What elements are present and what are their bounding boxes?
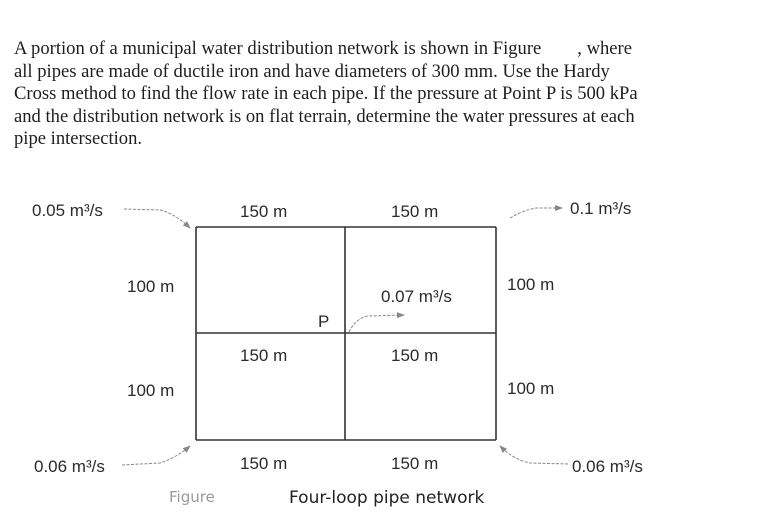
problem-line-4: and the distribution network is on flat terrain, determine the water pressures at each xyxy=(14,105,635,127)
inflow-bottom-left-arrow xyxy=(122,446,190,465)
inflow-top-left-label: 0.05 m³/s xyxy=(32,201,103,220)
length-top-right: 150 m xyxy=(391,202,439,221)
length-bottom-left: 150 m xyxy=(240,454,288,473)
length-bottom-right: 150 m xyxy=(391,454,439,473)
outflow-top-right-label: 0.1 m³/s xyxy=(570,199,632,218)
inflow-bottom-right-label: 0.06 m³/s xyxy=(572,457,643,476)
pipe-grid xyxy=(196,227,496,440)
length-right-upper: 100 m xyxy=(507,275,555,294)
problem-line-1b: , where xyxy=(577,38,633,59)
inflow-bottom-left-label: 0.06 m³/s xyxy=(34,457,105,476)
inflow-bottom-right-arrow xyxy=(500,446,568,464)
flow-at-p-arrow xyxy=(349,315,404,332)
length-left-lower: 100 m xyxy=(127,381,175,400)
inflow-top-left-arrow xyxy=(124,209,190,228)
figure-caption-label: Figure xyxy=(169,488,215,506)
problem-line-3: Cross method to find the flow rate in each pipe. If the pressure at Point P is 500 kPa xyxy=(14,83,638,105)
problem-line-2: all pipes are made of ductile iron and have diameters of 300 mm. Use the Hardy xyxy=(14,60,610,82)
point-p-label: P xyxy=(318,312,330,331)
figure-caption-title: Four-loop pipe network xyxy=(289,488,485,508)
problem-line-1a: A portion of a municipal water distribution network is shown in Figure xyxy=(14,38,542,59)
problem-line-5: pipe intersection. xyxy=(14,128,143,150)
length-mid-right: 150 m xyxy=(391,346,439,365)
length-right-lower: 100 m xyxy=(507,379,555,398)
length-left-upper: 100 m xyxy=(127,277,175,296)
flow-at-p-label: 0.07 m³/s xyxy=(381,287,452,306)
length-top-left: 150 m xyxy=(240,202,288,221)
length-mid-left: 150 m xyxy=(240,346,288,365)
outflow-top-right-arrow xyxy=(510,208,562,218)
